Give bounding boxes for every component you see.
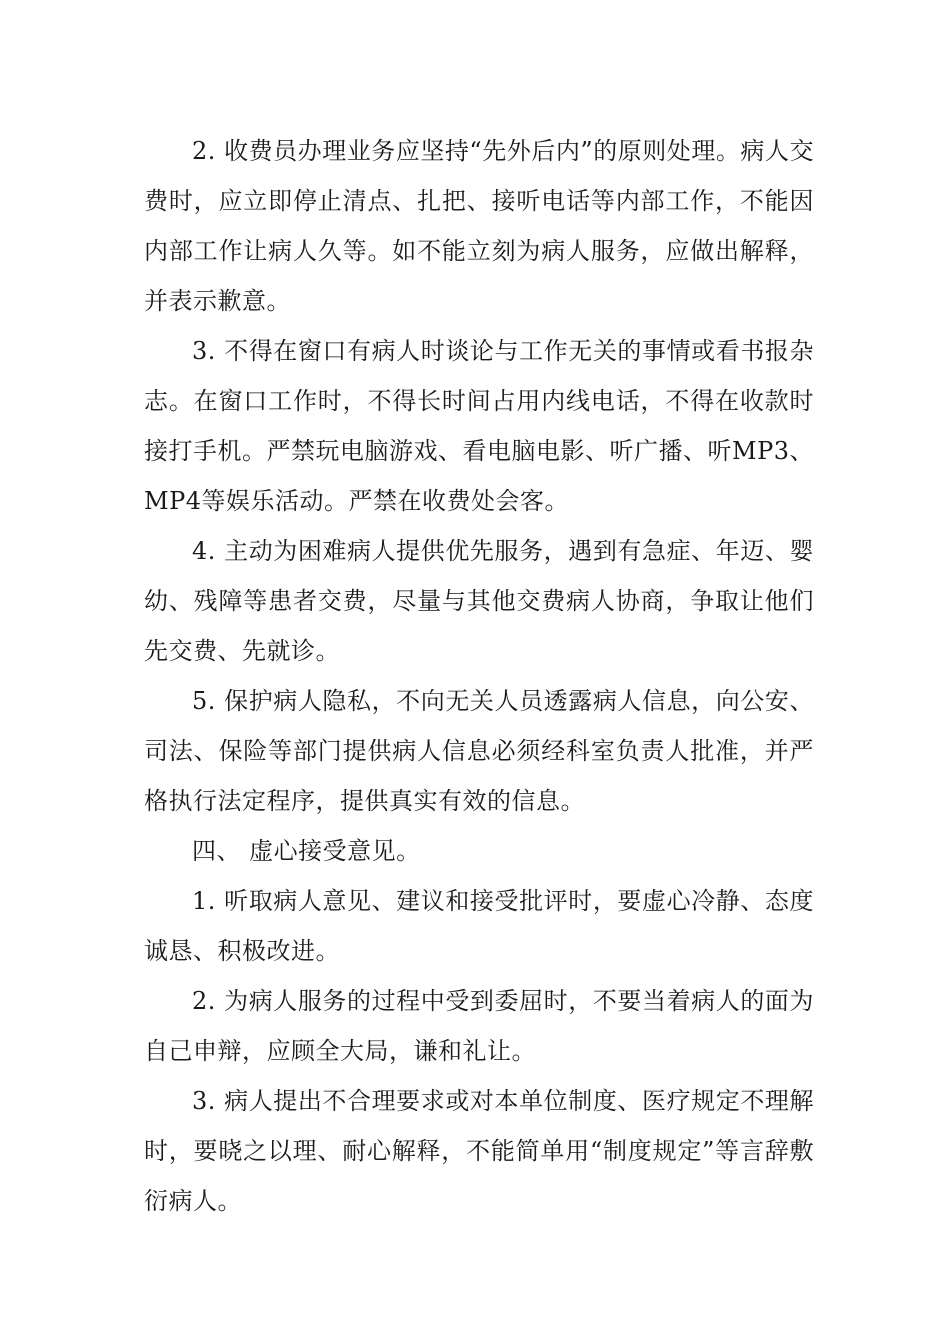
paragraph-privacy: 5. 保护病人隐私，不向无关人员透露病人信息，向公安、司法、保险等部门提供病人信息必须经科室负责人批准，并严格执行法定程序，提供真实有效的信息。 — [144, 687, 814, 815]
paragraph-grievance: 2. 为病人服务的过程中受到委屈时，不要当着病人的面为自己申辩，应顾全大局，谦和礼让。 — [144, 987, 814, 1065]
paragraph-priority-service: 4. 主动为困难病人提供优先服务，遇到有急症、年迈、婴幼、残障等患者交费，尽量与其他交费病人协商，争取让他们先交费、先就诊。 — [144, 537, 814, 665]
paragraph-listen-opinions: 1. 听取病人意见、建议和接受批评时，要虚心冷静、态度诚恳、积极改进。 — [144, 887, 814, 965]
section-heading-accept-opinions: 四、 虚心接受意见。 — [192, 837, 421, 865]
paragraph-window-conduct: 3. 不得在窗口有病人时谈论与工作无关的事情或看书报杂志。在窗口工作时，不得长时间占用内线电话，不得在收款时接打手机。严禁玩电脑游戏、看电脑电影、听广播、听MP3、MP4等娱乐活动。严禁在收费处会客。 — [144, 337, 814, 515]
document-body — [144, 126, 814, 1226]
paragraph-cashier-principle: 2. 收费员办理业务应坚持“先外后内”的原则处理。病人交费时，应立即停止清点、扎把、接听电话等内部工作，不能因内部工作让病人久等。如不能立刻为病人服务，应做出解释，并表示歉意。 — [144, 137, 814, 315]
paragraph-unreasonable-requests: 3. 病人提出不合理要求或对本单位制度、医疗规定不理解时，要晓之以理、耐心解释，不能简单用“制度规定”等言辞敷衍病人。 — [144, 1087, 814, 1215]
